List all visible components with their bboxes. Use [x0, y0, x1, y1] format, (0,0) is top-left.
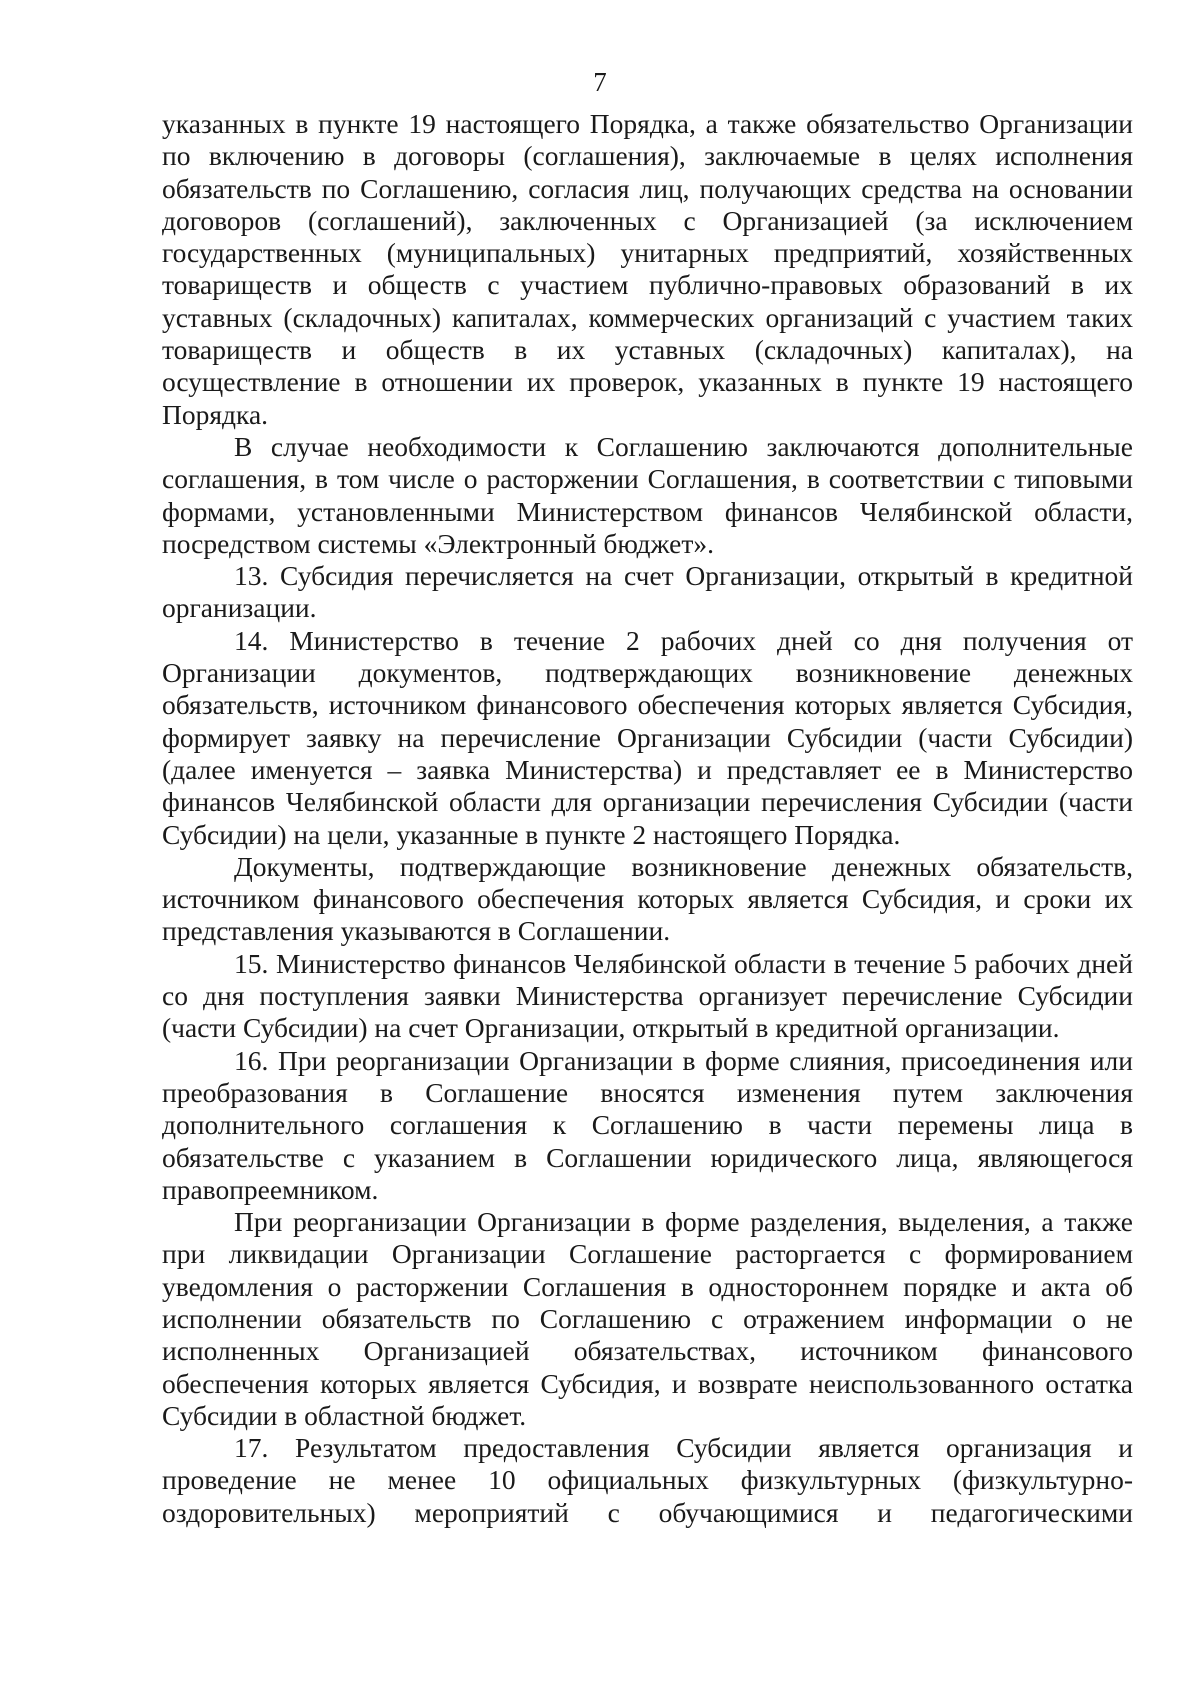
paragraph-reorganization: При реорганизации Организации в форме разделения, выделения, а также при ликвидации Организации Соглашение расторгается с формированием уведомления о расторжении Соглашения в одностороннем порядке и акта об исполнении обязательств по Соглашению с отражением информации о не исполненных Организацией обязательствах, источником финансового обеспечения которых является Субсидия, и возврате неиспользованного остатка Субсидии в областной бюджет. — [162, 1206, 1133, 1431]
paragraph-documents: Документы, подтверждающие возникновение денежных обязательств, источником финансового обеспечения которых является Субсидия, и сроки их представления указываются в Соглашении. — [162, 850, 1133, 947]
paragraph-14: 14. Министерство в течение 2 рабочих дней со дня получения от Организации документов, подтверждающих возникновение денежных обязательств, источником финансового обеспечения которых является Субсидия, формирует заявку на перечисление Организации Субсидии (части Субсидии) (далее именуется – заявка Министерства) и представляет ее в Министерство финансов Челябинской области для организации перечисления Субсидии (части Субсидии) на цели, указанные в пункте 2 настоящего Порядка. — [162, 624, 1133, 850]
paragraph-continuation: указанных в пункте 19 настоящего Порядка, а также обязательство Организации по включению в договоры (соглашения), заключаемые в целях исполнения обязательств по Соглашению, согласия лиц, получающих средства на основании договоров (соглашений), заключенных с Организацией (за исключением государственных (муниципальных) унитарных предприятий, хозяйственных товариществ и обществ с участием публично-правовых образований в их уставных (складочных) капиталах, коммерческих организаций с участием таких товариществ и обществ в их уставных (складочных) капиталах), на осуществление в отношении их проверок, указанных в пункте 19 настоящего Порядка. — [162, 108, 1133, 430]
paragraph-additional-agreements: В случае необходимости к Соглашению заключаются дополнительные соглашения, в том числе о расторжении Соглашения, в соответствии с типовыми формами, установленными Министерством финансов Челябинской области, посредством системы «Электронный бюджет». — [162, 430, 1133, 559]
page-number: 7 — [593, 67, 607, 97]
document-body — [162, 108, 1133, 1529]
paragraph-17: 17. Результатом предоставления Субсидии является организация и проведение не менее 10 официальных физкультурных (физкультурно-оздоровительных) мероприятий с обучающимися и педагогическими — [162, 1432, 1133, 1528]
paragraph-13: 13. Субсидия перечисляется на счет Организации, открытый в кредитной организации. — [162, 560, 1133, 624]
paragraph-16: 16. При реорганизации Организации в форме слияния, присоединения или преобразования в Соглашение вносятся изменения путем заключения дополнительного соглашения к Соглашению в части перемены лица в обязательстве с указанием в Соглашении юридического лица, являющегося правопреемником. — [162, 1044, 1133, 1205]
paragraph-15: 15. Министерство финансов Челябинской области в течение 5 рабочих дней со дня поступления заявки Министерства организует перечисление Субсидии (части Субсидии) на счет Организации, открытый в кредитной организации. — [162, 947, 1133, 1044]
